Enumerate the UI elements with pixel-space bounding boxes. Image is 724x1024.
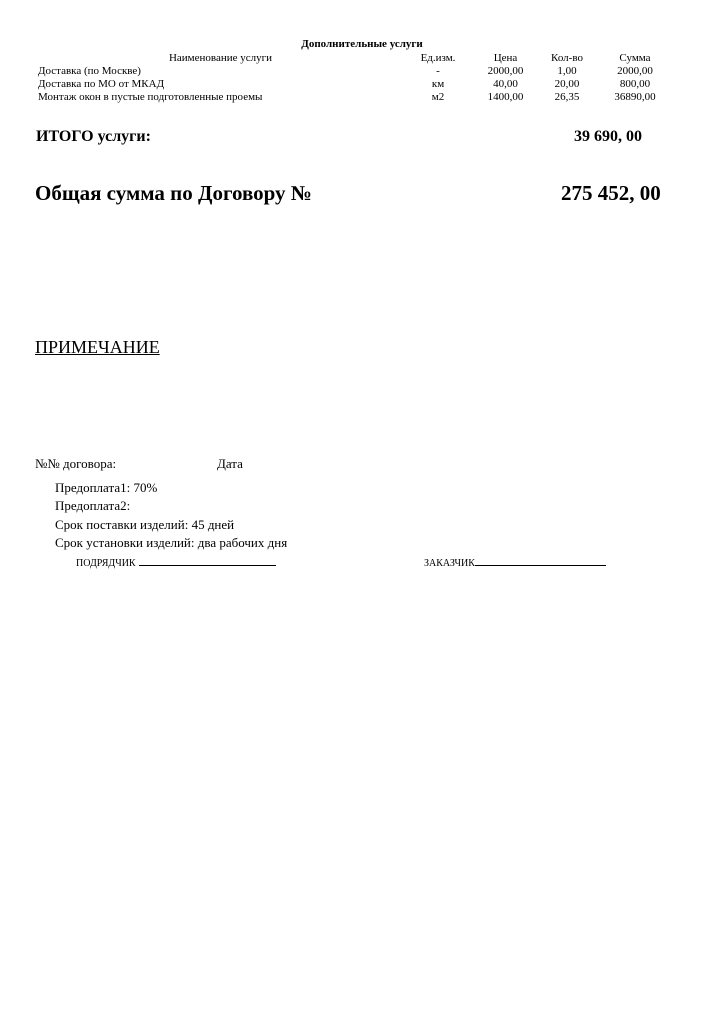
note-heading: ПРИМЕЧАНИЕ [35,337,160,357]
row-price: 2000,00 [487,65,524,77]
header-qty: Кол-во [551,52,583,64]
contractor-label: ПОДРЯДЧИК [76,558,136,569]
row-name: Доставка (по Москве) [38,65,141,77]
row-name: Доставка по МО от МКАД [38,78,165,90]
header-name: Наименование услуги [168,52,273,64]
services-title: Дополнительные услуги [301,38,423,50]
customer-signature [424,556,606,569]
grand-total-value: 275 452, 00 [561,181,661,205]
services-table [38,52,674,104]
row-unit: км [431,78,445,90]
services-total-label: ИТОГО услуги: [36,128,151,145]
services-total-value: 39 690, 00 [574,128,642,145]
row-sum: 2000,00 [617,65,653,77]
contract-number-label: №№ договора: [35,456,117,471]
row-name: Монтаж окон в пустые подготовленные проемы [38,91,263,103]
row-unit: м2 [431,91,445,103]
row-price: 1400,00 [487,91,524,103]
row-qty: 1,00 [557,65,577,77]
header-sum: Сумма [619,52,651,64]
customer-signature-line [475,556,606,566]
grand-total-label: Общая сумма по Договору № [35,181,312,205]
prepayment2-line: Предоплата2: [55,498,131,513]
installation-term-line: Срок установки изделий: два рабочих дня [55,535,288,550]
table-row [38,78,674,91]
row-qty: 20,00 [554,78,580,90]
row-sum: 36890,00 [614,91,656,103]
row-price: 40,00 [493,78,518,90]
row-sum: 800,00 [619,78,651,90]
header-price: Цена [493,52,518,64]
table-row [38,65,674,78]
contractor-signature [76,556,276,569]
contract-date-label: Дата [217,456,243,471]
prepayment1-line: Предоплата1: 70% [55,480,158,495]
delivery-term-line: Срок поставки изделий: 45 дней [55,517,235,532]
table-header-row [38,52,674,65]
header-unit: Ед.изм. [420,52,456,64]
row-unit: - [436,65,440,77]
table-row [38,91,674,104]
customer-label: ЗАКАЗЧИК [424,558,475,569]
row-qty: 26,35 [554,91,580,103]
contractor-signature-line [139,556,276,566]
